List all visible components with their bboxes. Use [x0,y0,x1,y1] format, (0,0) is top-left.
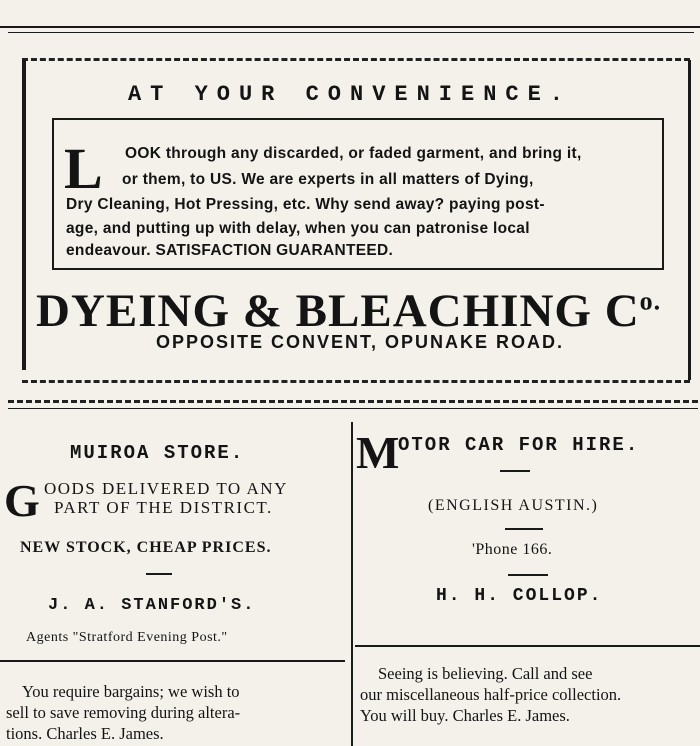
motor-title: OTOR CAR FOR HIRE. [398,434,640,456]
column-divider [351,422,353,746]
company-suffix: o. [639,286,662,316]
store-bottom-rule [0,660,345,662]
ad-drop-cap: L [64,136,103,201]
motor-bottom-rule [355,645,700,647]
store-drop-cap: G [4,475,40,526]
half-price-line-1: Seeing is believing. Call and see [378,664,593,683]
store-proprietor: J. A. STANFORD'S. [48,596,256,615]
company-name [36,284,661,338]
section-rule [8,400,698,403]
ad-border-bottom [22,380,690,383]
ad-body-line-5: endeavour. SATISFACTION GUARANTEED. [66,242,394,259]
bargains-line-3: tions. Charles E. James. [6,724,164,743]
motor-rule-2 [505,528,543,530]
store-line-1: OODS DELIVERED TO ANY [44,479,288,498]
store-title: MUIROA STORE. [70,442,245,464]
ad-heading: AT YOUR CONVENIENCE. [127,82,573,107]
half-price-line-3: You will buy. Charles E. James. [360,706,570,725]
motor-rule-3 [508,574,548,576]
motor-rule-1 [500,470,530,472]
bargains-line-2: sell to save removing during altera- [6,703,241,722]
store-slogan: NEW STOCK, CHEAP PRICES. [20,539,272,556]
ad-border-left [22,60,26,370]
motor-drop-cap: M [356,427,400,478]
ad-body-line-4: age, and putting up with delay, when you can patronise local [66,220,530,237]
company-address: OPPOSITE CONVENT, OPUNAKE ROAD. [155,332,565,352]
store-rule [146,573,172,575]
ad-body-line-3: Dry Cleaning, Hot Pressing, etc. Why send away? paying post- [66,196,545,213]
store-agents: Agents "Stratford Evening Post." [26,630,228,645]
ad-body-line-2: or them, to US. We are experts in all matters of Dying, [122,171,534,188]
store-line-2: PART OF THE DISTRICT. [54,498,273,517]
section-rule-2 [8,408,698,409]
company-name-text: DYEING & BLEACHING C [36,285,640,337]
half-price-line-2: our miscellaneous half-price collection. [360,685,622,704]
motor-owner: H. H. COLLOP. [436,586,603,606]
ad-border-top [22,58,690,61]
ad-body-line-1: OOK through any discarded, or faded garment, and bring it, [125,145,582,162]
motor-phone: 'Phone 166. [472,541,553,558]
top-rule [0,26,700,28]
motor-car-type: (ENGLISH AUSTIN.) [428,497,599,514]
top-rule-2 [8,32,694,33]
bargains-line-1: You require bargains; we wish to [22,682,240,701]
ad-border-right [688,60,691,380]
